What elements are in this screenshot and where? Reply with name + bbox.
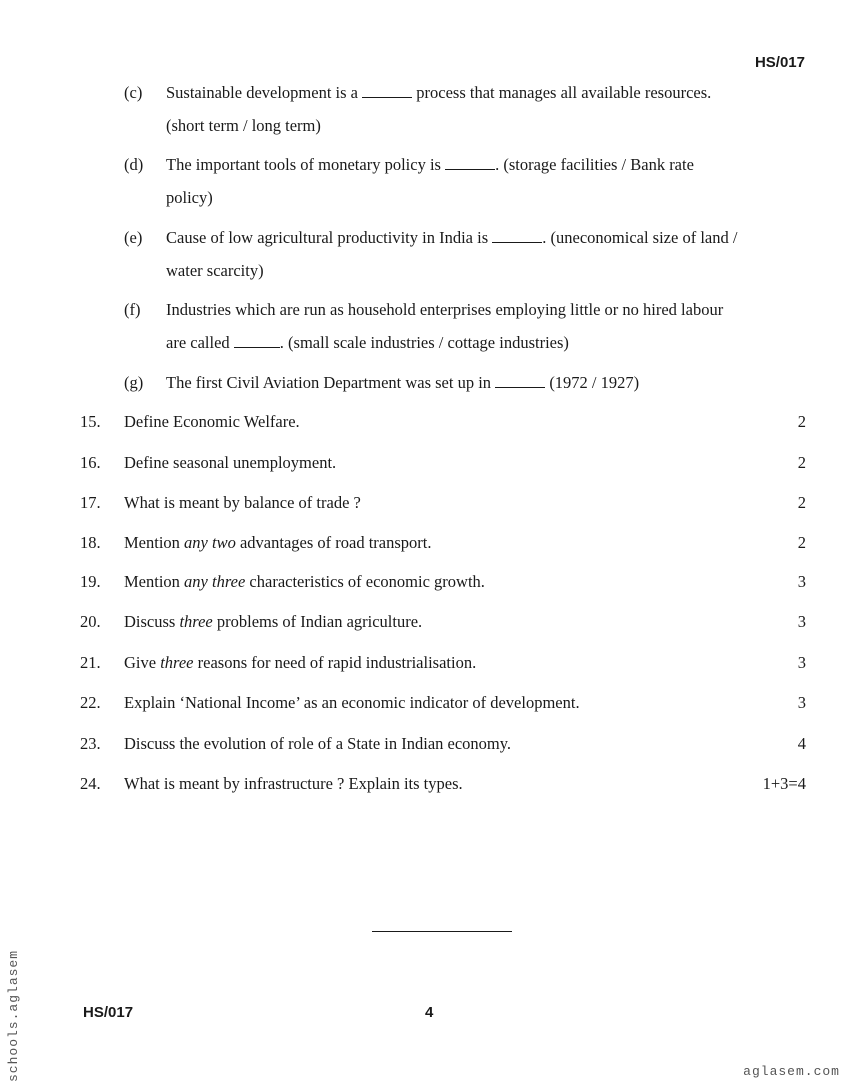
question-emphasis: three bbox=[160, 653, 194, 672]
question-text-part: characteristics of economic growth. bbox=[245, 572, 485, 591]
subquestion-text: are called bbox=[166, 333, 230, 352]
subquestion-e bbox=[124, 221, 814, 287]
question-text bbox=[124, 610, 422, 634]
question-18 bbox=[80, 531, 806, 555]
question-number: 22. bbox=[80, 693, 101, 712]
answer-blank bbox=[362, 85, 412, 98]
question-marks: 2 bbox=[797, 412, 806, 431]
subquestion-options: (1972 / 1927) bbox=[549, 373, 640, 392]
question-text bbox=[124, 651, 476, 675]
question-20 bbox=[80, 610, 806, 634]
question-text: Discuss the evolution of role of a State in Indian economy. bbox=[124, 734, 512, 753]
question-text-part: advantages of road transport. bbox=[235, 533, 432, 552]
paper-code-header: HS/017 bbox=[754, 54, 805, 71]
subquestion-label: (d) bbox=[124, 155, 144, 174]
question-text bbox=[124, 531, 431, 555]
subquestion-options: . (small scale industries / cottage industries) bbox=[279, 333, 569, 352]
question-text-part: Mention bbox=[124, 572, 185, 591]
question-marks: 2 bbox=[797, 493, 806, 512]
subquestion-g bbox=[124, 366, 814, 399]
question-marks: 4 bbox=[797, 734, 806, 753]
side-watermark: schools.aglasem bbox=[6, 949, 21, 1082]
end-divider bbox=[372, 931, 512, 932]
question-16 bbox=[80, 451, 806, 475]
answer-blank bbox=[445, 157, 495, 170]
question-text: Define Economic Welfare. bbox=[124, 412, 300, 431]
answer-blank bbox=[495, 375, 545, 388]
question-24 bbox=[80, 772, 806, 796]
question-number: 20. bbox=[80, 612, 101, 631]
question-text: What is meant by infrastructure ? Explain its types. bbox=[124, 774, 463, 793]
question-marks: 3 bbox=[797, 572, 806, 591]
question-emphasis: any two bbox=[184, 533, 236, 552]
subquestion-options: . (storage facilities / Bank rate bbox=[495, 155, 694, 174]
question-number: 15. bbox=[80, 412, 101, 431]
question-text-part: Mention bbox=[124, 533, 185, 552]
page-number: 4 bbox=[425, 1004, 434, 1021]
question-number: 19. bbox=[80, 572, 101, 591]
subquestion-options: policy) bbox=[166, 188, 213, 207]
subquestion-options: (short term / long term) bbox=[166, 116, 321, 135]
subquestion-label: (e) bbox=[124, 228, 143, 247]
subquestion-text: Industries which are run as household enterprises employing little or no hired labour bbox=[166, 300, 724, 319]
question-15 bbox=[80, 410, 806, 434]
subquestion-text: The first Civil Aviation Department was set up in bbox=[166, 373, 492, 392]
question-text-part: problems of Indian agriculture. bbox=[212, 612, 423, 631]
question-21 bbox=[80, 651, 806, 675]
question-number: 23. bbox=[80, 734, 101, 753]
question-number: 24. bbox=[80, 774, 101, 793]
paper-code-footer: HS/017 bbox=[83, 1004, 134, 1021]
question-text-part: Give bbox=[124, 653, 161, 672]
question-number: 21. bbox=[80, 653, 101, 672]
subquestion-options: . (uneconomical size of land / bbox=[542, 228, 738, 247]
question-text: Explain ‘National Income’ as an economic indicator of development. bbox=[124, 693, 580, 712]
question-17 bbox=[80, 491, 806, 515]
subquestion-f bbox=[124, 293, 814, 359]
question-19 bbox=[80, 570, 806, 594]
question-number: 16. bbox=[80, 453, 101, 472]
subquestion-text: process that manages all available resources. bbox=[416, 83, 712, 102]
question-22 bbox=[80, 691, 806, 715]
subquestion-label: (c) bbox=[124, 83, 143, 102]
subquestion-text: Cause of low agricultural productivity in India is bbox=[166, 228, 489, 247]
subquestion-d bbox=[124, 148, 814, 214]
question-number: 17. bbox=[80, 493, 101, 512]
answer-blank bbox=[492, 230, 542, 243]
question-text-part: Discuss bbox=[124, 612, 180, 631]
question-marks: 3 bbox=[797, 693, 806, 712]
question-marks: 1+3=4 bbox=[762, 774, 806, 793]
question-emphasis: any three bbox=[184, 572, 246, 591]
subquestion-text: The important tools of monetary policy is bbox=[166, 155, 441, 174]
question-marks: 2 bbox=[797, 453, 806, 472]
subquestion-text: Sustainable development is a bbox=[166, 83, 358, 102]
question-marks: 3 bbox=[797, 653, 806, 672]
subquestion-c bbox=[124, 76, 814, 142]
subquestion-options: water scarcity) bbox=[166, 261, 264, 280]
question-text-part: reasons for need of rapid industrialisation. bbox=[193, 653, 477, 672]
subquestion-label: (g) bbox=[124, 373, 144, 392]
subquestion-label: (f) bbox=[124, 300, 141, 319]
question-23 bbox=[80, 732, 806, 756]
answer-blank bbox=[234, 335, 280, 348]
question-number: 18. bbox=[80, 533, 101, 552]
bottom-watermark: aglasem.com bbox=[743, 1064, 840, 1079]
question-text: What is meant by balance of trade ? bbox=[124, 493, 361, 512]
question-text bbox=[124, 570, 485, 594]
question-text: Define seasonal unemployment. bbox=[124, 453, 337, 472]
question-marks: 3 bbox=[797, 612, 806, 631]
question-marks: 2 bbox=[797, 533, 806, 552]
question-emphasis: three bbox=[179, 612, 213, 631]
